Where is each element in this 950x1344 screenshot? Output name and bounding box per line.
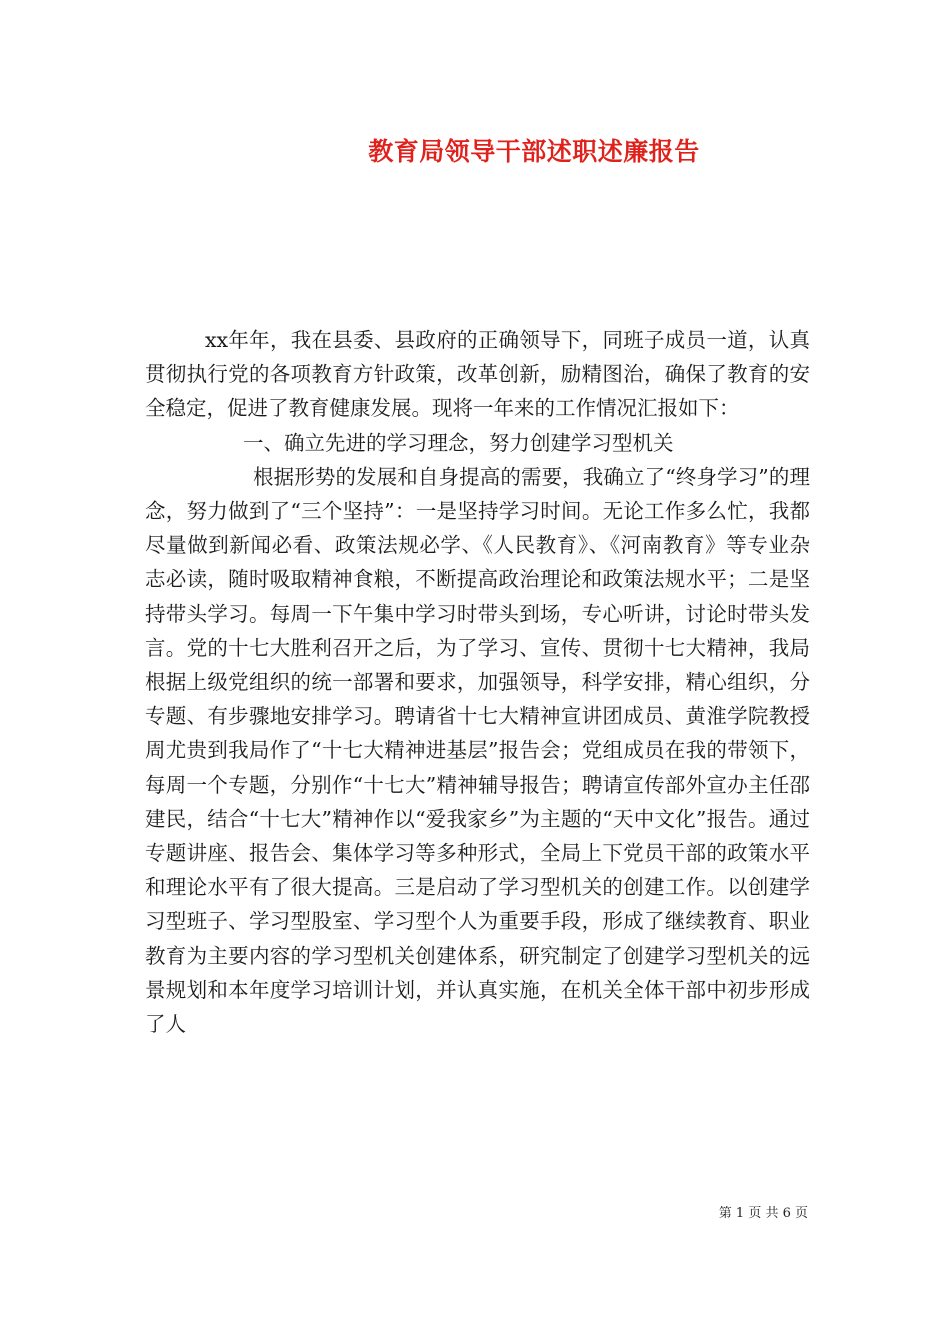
document-body [145, 323, 810, 1041]
document-title: 教育局领导干部述职述廉报告 [368, 137, 700, 166]
page-number-footer: 第 1 页 共 6 页 [718, 1206, 808, 1221]
section-heading: 一、确立先进的学习理念，努力创建学习型机关 [243, 430, 674, 455]
intro-paragraph: xx年年，我在县委、县政府的正确领导下，同班子成员一道，认真贯彻执行党的各项教育方针政策，改革创新，励精图治，确保了教育的安全稳定，促进了教育健康发展。现将一年来的工作情况汇报如下： [145, 328, 810, 421]
section-body-paragraph: 根据形势的发展和自身提高的需要，我确立了“终身学习”的理念，努力做到了“三个坚持”：一是坚持学习时间。无论工作多么忙，我都尽量做到新闻必看、政策法规必学、《人民教育》、《河南教育》等专业杂志必读，随时吸取精神食粮，不断提高政治理论和政策法规水平；二是坚持带头学习。每周一下午集中学习时带头到场，专心听讲，讨论时带头发言。党的十七大胜利召开之后，为了学习、宣传、贯彻十七大精神，我局根据上级党组织的统一部署和要求，加强领导，科学安排，精心组织，分专题、有步骤地安排学习。聘请省十七大精神宣讲团成员、黄淮学院教授周尤贵到我局作了“十七大精神进基层”报告会；党组成员在我的带领下，每周一个专题，分别作“十七大”精神辅导报告；聘请宣传部外宣办主任邵建民，结合“十七大”精神作以“爱我家乡”为主题的“天中文化”报告。通过专题讲座、报告会、集体学习等多种形式，全局上下党员干部的政策水平和理论水平有了很大提高。三是启动了学习型机关的创建工作。以创建学习型班子、学习型股室、学习型个人为重要手段，形成了继续教育、职业教育为主要内容的学习型机关创建体系，研究制定了创建学习型机关的远景规划和本年度学习培训计划，并认真实施，在机关全体干部中初步形成了人 [145, 464, 810, 1037]
